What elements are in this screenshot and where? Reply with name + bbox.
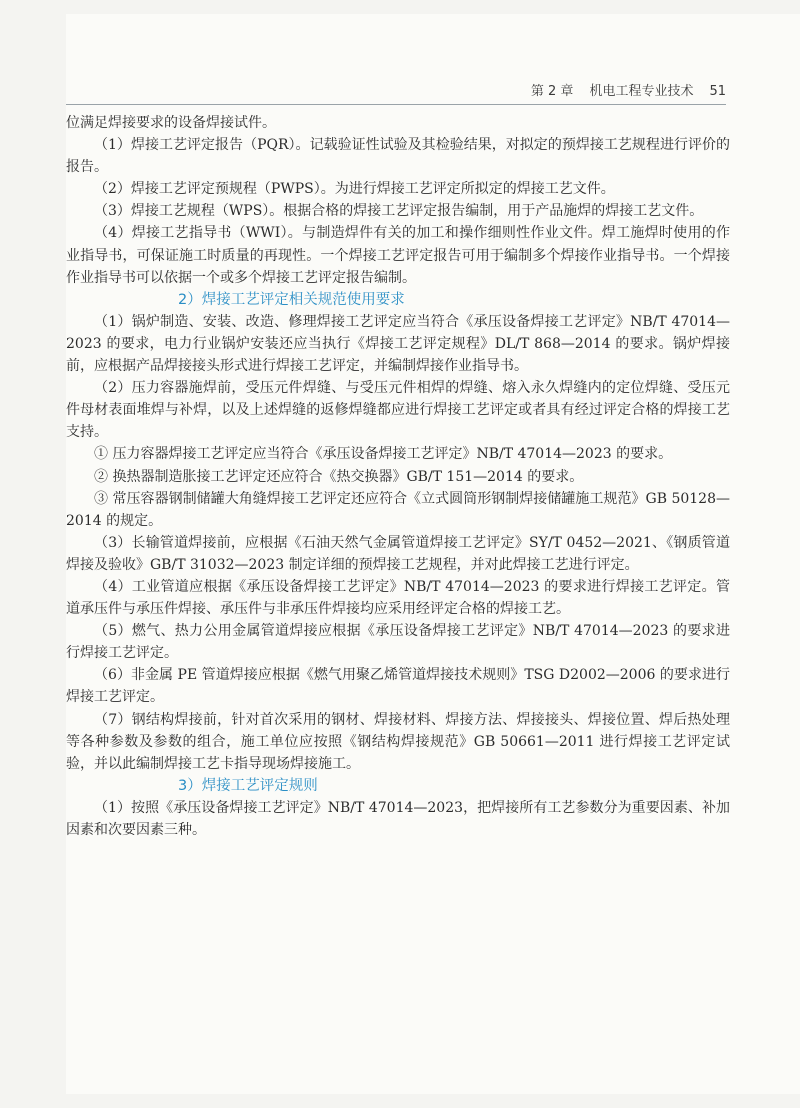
paragraph: （6）非金属 PE 管道焊接应根据《燃气用聚乙烯管道焊接技术规则》TSG D2002—2006 的要求进行焊接工艺评定。	[66, 667, 730, 706]
paragraph: （1）锅炉制造、安装、改造、修理焊接工艺评定应当符合《承压设备焊接工艺评定》NB/T 47014—2023 的要求，电力行业锅炉安装还应当执行《焊接工艺评定规程》DL/T 868—2014 的要求。锅炉焊接前，应根据产品焊接接头形式进行焊接工艺评定，并编制焊接作业指导书。	[66, 313, 730, 375]
paragraph: ① 压力容器焊接工艺评定应当符合《承压设备焊接工艺评定》NB/T 47014—2023 的要求。	[94, 446, 673, 463]
page-body	[66, 112, 730, 841]
paragraph: （2）压力容器施焊前，受压元件焊缝、与受压元件相焊的焊缝、熔入永久焊缝内的定位焊缝、受压元件母材表面堆焊与补焊，以及上述焊缝的返修焊缝都应进行焊接工艺评定或者具有经过评定合格的焊接工艺支持。	[66, 380, 730, 441]
paragraph: （5）燃气、热力公用金属管道焊接应根据《承压设备焊接工艺评定》NB/T 47014—2023 的要求进行焊接工艺评定。	[66, 623, 730, 662]
paragraph: ③ 常压容器钢制储罐大角缝焊接工艺评定还应符合《立式圆筒形钢制焊接储罐施工规范》GB 50128—2014 的规定。	[66, 490, 730, 529]
paragraph: （4）焊接工艺指导书（WWI）。与制造焊件有关的加工和操作细则性作业文件。焊工施焊时使用的作业指导书，可保证施工时质量的再现性。一个焊接工艺评定报告可用于编制多个焊接作业指导书。一个焊接作业指导书可以依据一个或多个焊接工艺评定报告编制。	[66, 225, 730, 286]
header-rule	[66, 104, 726, 105]
paragraph: （2）焊接工艺评定预规程（PWPS）。为进行焊接工艺评定所拟定的焊接工艺文件。	[94, 181, 615, 198]
chapter-label: 第 2 章	[530, 84, 574, 99]
paragraph: （3）长输管道焊接前，应根据《石油天然气金属管道焊接工艺评定》SY/T 0452—2021、《钢质管道焊接及验收》GB/T 31032—2023 制定详细的预焊接工艺规程，并对此焊接工艺进行评定。	[66, 534, 730, 573]
section-heading: 3）焊接工艺评定规则	[178, 777, 318, 794]
paragraph: （3）焊接工艺规程（WPS）。根据合格的焊接工艺评定报告编制，用于产品施焊的焊接工艺文件。	[94, 203, 704, 220]
paragraph: （4）工业管道应根据《承压设备焊接工艺评定》NB/T 47014—2023 的要求进行焊接工艺评定。管道承压件与承压件焊接、承压件与非承压件焊接均应采用经评定合格的焊接工艺。	[66, 578, 730, 618]
paragraph: （7）钢结构焊接前，针对首次采用的钢材、焊接材料、焊接方法、焊接接头、焊接位置、焊后热处理等各种参数及参数的组合，施工单位应按照《钢结构焊接规范》GB 50661—2011 进行焊接工艺评定试验，并以此编制焊接工艺卡指导现场焊接施工。	[66, 711, 730, 772]
page-number: 51	[709, 84, 726, 99]
running-header	[66, 80, 726, 102]
paragraph: ② 换热器制造胀接工艺评定还应符合《热交换器》GB/T 151—2014 的要求。	[94, 468, 584, 485]
chapter-title: 机电工程专业技术	[589, 84, 694, 99]
paragraph: 位满足焊接要求的设备焊接试件。	[66, 115, 276, 131]
paragraph: （1）按照《承压设备焊接工艺评定》NB/T 47014—2023，把焊接所有工艺参数分为重要因素、补加因素和次要因素三种。	[66, 799, 730, 838]
paragraph: （1）焊接工艺评定报告（PQR）。记载验证性试验及其检验结果，对拟定的预焊接工艺规程进行评价的报告。	[66, 137, 730, 176]
section-heading: 2）焊接工艺评定相关规范使用要求	[178, 291, 405, 308]
